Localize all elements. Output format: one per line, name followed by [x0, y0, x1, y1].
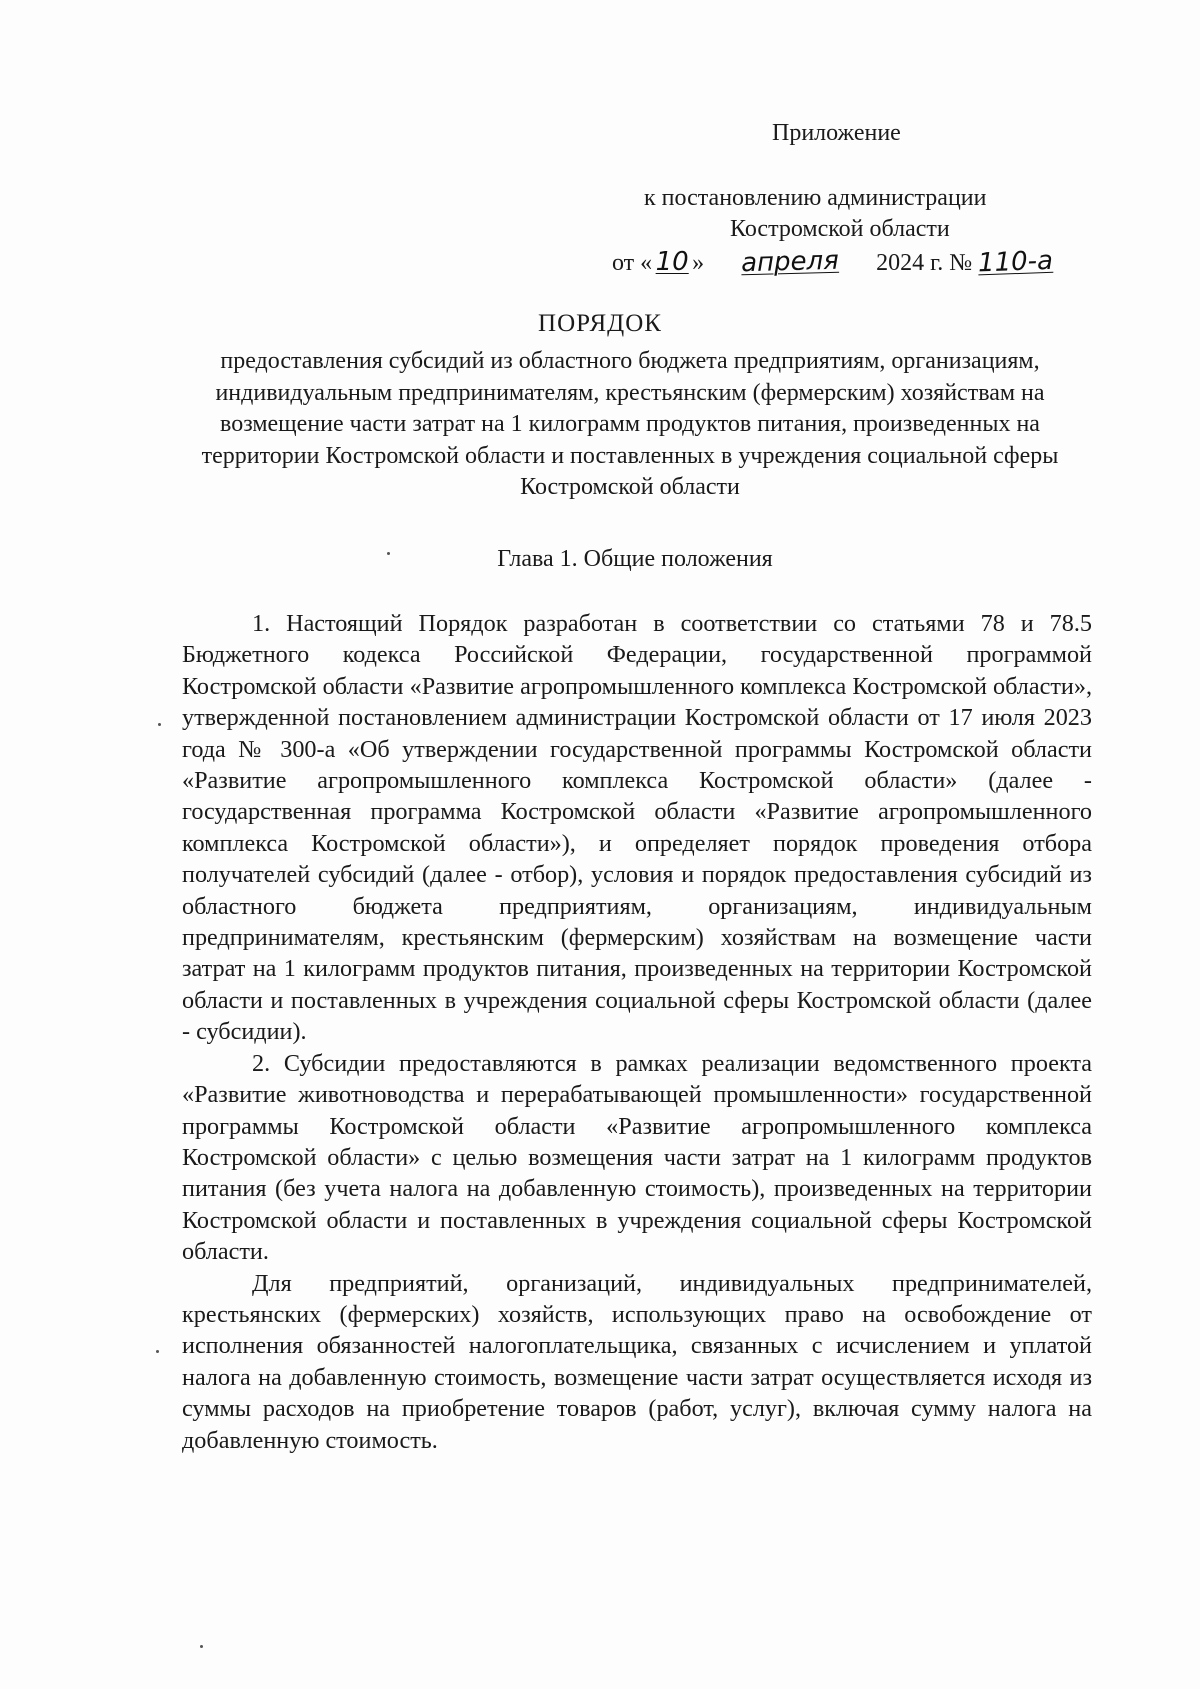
scan-speck	[156, 1350, 159, 1353]
document-title: ПОРЯДОК	[538, 310, 662, 337]
handwritten-month: апреля	[740, 245, 840, 279]
date-year: 2024 г. №	[876, 250, 973, 276]
scan-speck	[200, 1645, 203, 1648]
handwritten-decree-number: 110-а	[977, 245, 1054, 279]
decree-reference	[560, 183, 1120, 279]
paragraph-1: 1. Настоящий Порядок разработан в соответствии со статьями 78 и 78.5 Бюджетного кодекса Российской Федерации, государственной программой Костромской области «Развитие агропромышленного комплекса Костромской области», утвержденной постановлением администрации Костромской области от 17 июля 2023 года № 300-а «Об утверждении государственной программы Костромской области «Развитие агропромышленного комплекса Костромской области» (далее - государственная программа Костромской области «Развитие агропромышленного комплекса Костромской области»), и определяет порядок проведения отбора получателей субсидий (далее - отбор), условия и порядок предоставления субсидий из областного бюджета предприятиям, организациям, индивидуальным предпринимателям, крестьянским (фермерским) хозяйствам на возмещение части затрат на 1 килограмм продуктов питания, произведенных на территории Костромской области и поставленных в учреждения социальной сферы Костромской области (далее - субсидии).	[182, 610, 1092, 1046]
chapter-heading: Глава 1. Общие положения	[497, 546, 773, 572]
paragraph-3: Для предприятий, организаций, индивидуальных предпринимателей, крестьянских (фермерских) хозяйств, использующих право на освобождение от исполнения обязанностей налогоплательщика, связанных с исчислением и уплатой налога на добавленную стоимость, возмещение части затрат осуществляется исходя из суммы расходов на приобретение товаров (работ, услуг), включая сумму налога на добавленную стоимость.	[182, 1269, 1092, 1454]
handwritten-day: 10	[655, 247, 689, 277]
appendix-label: Приложение	[772, 120, 901, 146]
decree-date-line	[560, 247, 1120, 279]
document-subtitle: предоставления субсидий из областного бюджета предприятиям, организациям, индивидуальным предпринимателям, крестьянским (фермерским) хозяйствам на возмещение части затрат на 1 килограмм продуктов питания, произведенных на территории Костромской области и поставленных в учреждения социальной сферы Костромской области	[201, 348, 1059, 500]
scan-speck	[158, 723, 161, 726]
body-text	[182, 608, 1092, 1456]
date-prefix: от «	[612, 250, 653, 276]
scan-speck	[387, 552, 390, 555]
decree-line-2: Костромской области	[730, 216, 950, 242]
paragraph-2: 2. Субсидии предоставляются в рамках реализации ведомственного проекта «Развитие животноводства и перерабатывающей промышленности» государственной программы Костромской области «Развитие агропромышленного комплекса Костромской области» с целью возмещения части затрат на 1 килограмм продуктов питания (без учета налога на добавленную стоимость), произведенных на территории Костромской области и поставленных в учреждения социальной сферы Костромской области.	[182, 1049, 1092, 1266]
decree-line-1: к постановлению администрации	[644, 185, 987, 211]
date-mid: »	[692, 250, 705, 276]
